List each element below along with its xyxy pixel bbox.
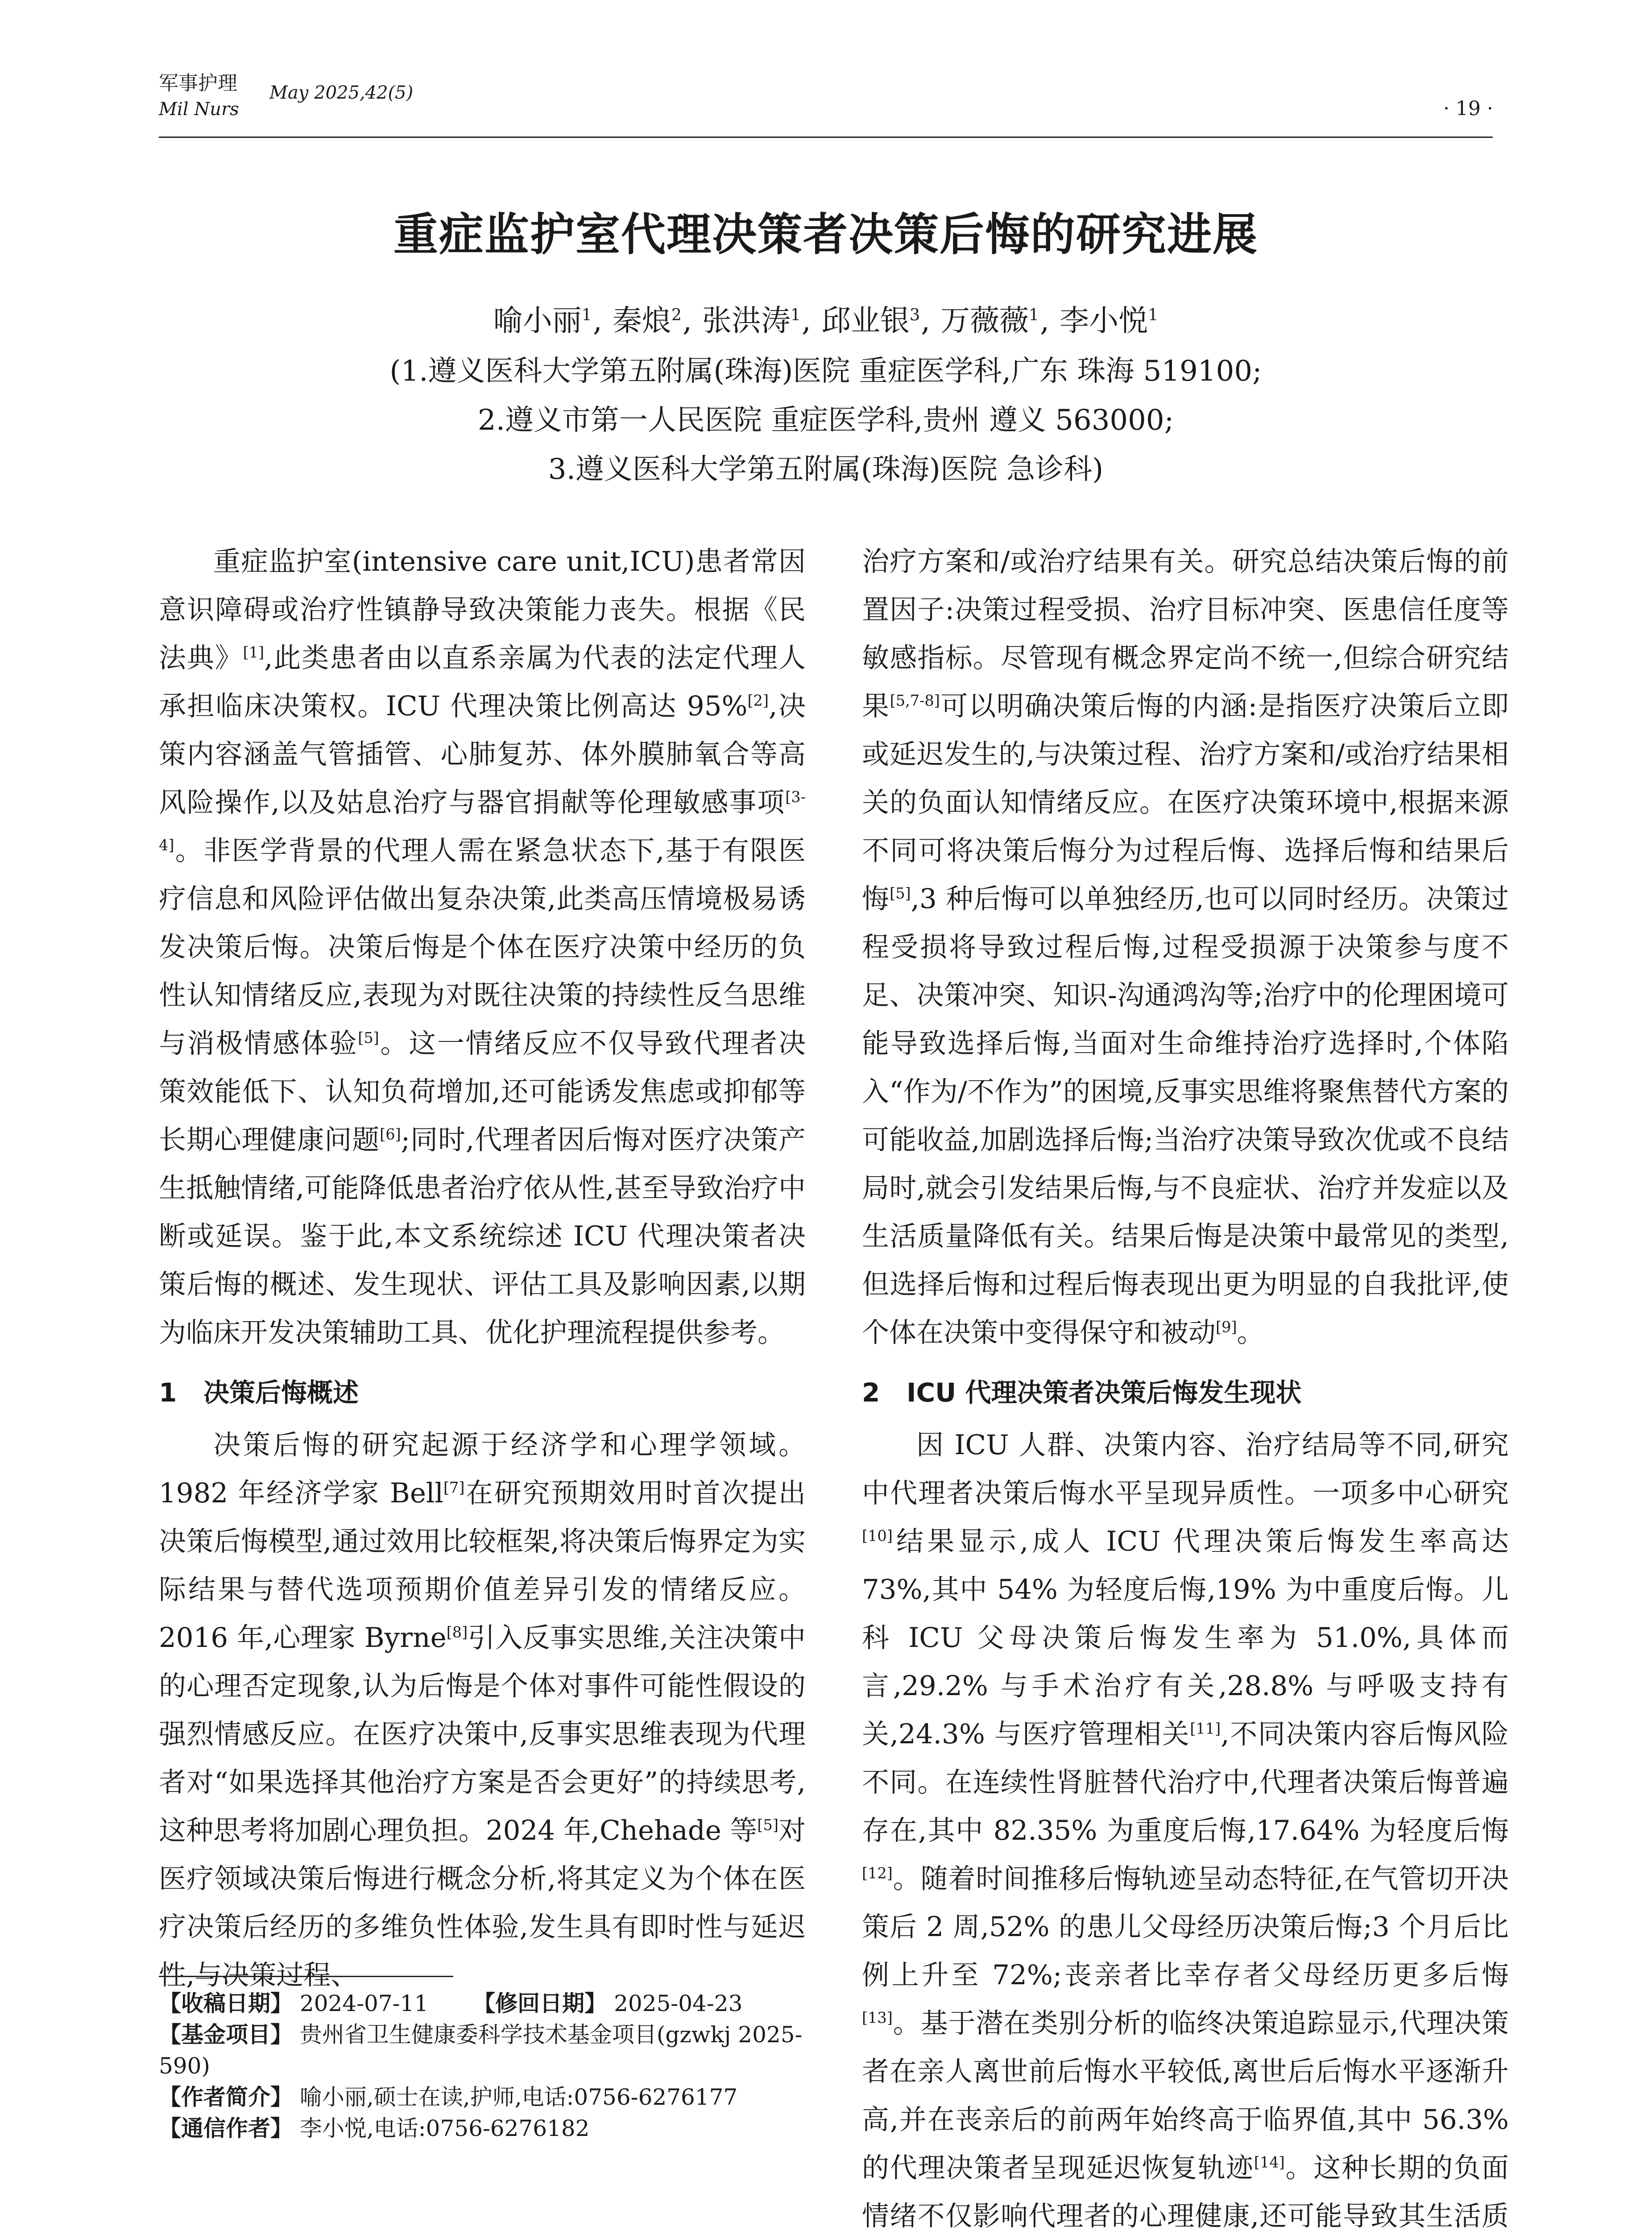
header-rule <box>159 137 1493 138</box>
section-number: 2 <box>862 1377 880 1408</box>
footnote-label: 【修回日期】 <box>473 1990 607 2016</box>
author-bio: 喻小丽,硕士在读,护师,电话:0756-6276177 <box>299 2084 738 2110</box>
body-paragraph: 因 ICU 人群、决策内容、治疗结局等不同,研究中代理者决策后悔水平呈现异质性。一项多中心研究[10]结果显示,成人 ICU 代理决策后悔发生率高达 73%,其中 54% 为轻度后悔,19% 为中重度后悔。儿科 ICU 父母决策后悔发生率为 51.0%,具体而言,29.2% 与手术治疗有关,28.8% 与呼吸支持有关,24.3% 与医疗管理相关[11],不同决策内容后悔风险不同。在连续性肾脏替代治疗中,代理者决策后悔普遍存在,其中 82.35% 为重度后悔,17.64% 为轻度后悔[12]。随着时间推移后悔轨迹呈动态特征,在气管切开决策后 2 周,52% 的患儿父母经历决策后悔;3 个月后比例上升至 72%;丧亲者比幸存者父母经历更多后悔[13]。基于潜在类别分析的临终决策追踪显示,代理决策者在亲人离世前后悔水平较低,离世后后悔水平逐渐升高,并在丧亲后的前两年始终高于临界值,其中 56.3% 的代理决策者呈现延迟恢复轨迹[14]。这种长期的负面情绪不仅影响代理者的心理健康,还可能导致其生活质 <box>862 1429 1509 2231</box>
author-affiliation-mark: 1 <box>581 305 592 324</box>
fund-text: 贵州省卫生健康委科学技术基金项目(gzwkj 2025-590) <box>159 2022 803 2079</box>
body-column-left <box>159 538 806 1999</box>
footnote-label: 【通信作者】 <box>159 2115 293 2141</box>
author-name: 邱业银 <box>821 303 910 338</box>
citation[interactable]: [8] <box>446 1623 468 1641</box>
journal-name-en: Mil Nurs <box>159 99 239 120</box>
author-affiliation-mark: 1 <box>1029 305 1039 324</box>
citation[interactable]: [5] <box>358 1029 379 1047</box>
page-number: · 19 · <box>1443 97 1493 120</box>
citation[interactable]: [5] <box>757 1816 778 1834</box>
footnote-dates <box>159 1988 806 2019</box>
revised-date: 2025-04-23 <box>614 1990 743 2016</box>
citation[interactable]: [13] <box>862 2009 893 2027</box>
footnote-author <box>159 2082 806 2113</box>
body-paragraph: 重症监护室(intensive care unit,ICU)患者常因意识障碍或治疗性镇静导致决策能力丧失。根据《民法典》[1],此类患者由以直系亲属为代表的法定代理人承担临床决策权。ICU 代理决策比例高达 95%[2],决策内容涵盖气管插管、心肺复苏、体外膜肺氧合等高风险操作,以及姑息治疗与器官捐献等伦理敏感事项[3-4]。非医学背景的代理人需在紧急状态下,基于有限医疗信息和风险评估做出复杂决策,此类高压情境极易诱发决策后悔。决策后悔是个体在医疗决策中经历的负性认知情绪反应,表现为对既往决策的持续性反刍思维与消极情感体验[5]。这一情绪反应不仅导致代理者决策效能低下、认知负荷增加,还可能诱发焦虑或抑郁等长期心理健康问题[6];同时,代理者因后悔对医疗决策产生抵触情绪,可能降低患者治疗依从性,甚至导致治疗中断或延误。鉴于此,本文系统综述 ICU 代理决策者决策后悔的概述、发生现状、评估工具及影响因素,以期为临床开发决策辅助工具、优化护理流程提供参考。 <box>159 546 806 1348</box>
author-affiliation-mark: 3 <box>909 305 920 324</box>
citation[interactable]: [3-4] <box>159 788 806 854</box>
section-title: 决策后悔概述 <box>203 1377 359 1408</box>
footnote-label: 【基金项目】 <box>159 2022 293 2048</box>
footnote-rule <box>159 1976 453 1977</box>
author-affiliation-mark: 2 <box>671 305 682 324</box>
footnote-fund <box>159 2019 806 2082</box>
affiliation-line: (1.遵义医科大学第五附属(珠海)医院 重症医学科,广东 珠海 519100; <box>389 355 1262 388</box>
body-paragraph: 治疗方案和/或治疗结果有关。研究总结决策后悔的前置因子:决策过程受损、治疗目标冲突、医患信任度等敏感指标。尽管现有概念界定尚不统一,但综合研究结果[5,7-8]可以明确决策后悔的内涵:是指医疗决策后立即或延迟发生的,与决策过程、治疗方案和/或治疗结果相关的负面认知情绪反应。在医疗决策环境中,根据来源不同可将决策后悔分为过程后悔、选择后悔和结果后悔[5],3 种后悔可以单独经历,也可以同时经历。决策过程受损将导致过程后悔,过程受损源于决策参与度不足、决策冲突、知识-沟通鸿沟等;治疗中的伦理困境可能导致选择后悔,当面对生命维持治疗选择时,个体陷入“作为/不作为”的困境,反事实思维将聚焦替代方案的可能收益,加剧选择后悔;当治疗决策导致次优或不良结局时,就会引发结果后悔,与不良症状、治疗并发症以及生活质量降低有关。结果后悔是决策中最常见的类型,但选择后悔和过程后悔表现出更为明显的自我批评,使个体在决策中变得保守和被动[9]。 <box>862 546 1509 1348</box>
author-name: 万薇薇 <box>940 303 1029 338</box>
author-list: 喻小丽$^1$, 秦烺$^2$, 张洪涛$^1$, 邱业银$^3$, 万薇薇$^1$, 李小悦$^1$ <box>493 303 1159 338</box>
citation[interactable]: [6] <box>380 1125 401 1143</box>
corresponding-author: 李小悦,电话:0756-6276182 <box>299 2115 590 2141</box>
journal-name-cn: 军事护理 <box>159 72 237 95</box>
section-title: ICU 代理决策者决策后悔发生现状 <box>907 1377 1302 1408</box>
citation[interactable]: [12] <box>862 1864 893 1882</box>
affiliation-line: 3.遵义医科大学第五附属(珠海)医院 急诊科) <box>548 453 1104 486</box>
received-date: 2024-07-11 <box>299 1990 429 2016</box>
citation[interactable]: [9] <box>1216 1318 1237 1336</box>
citation[interactable]: [5] <box>890 884 911 902</box>
section-heading <box>862 1370 1509 1415</box>
author-affiliation-mark: 1 <box>790 305 801 324</box>
journal-volume: May 2025,42(5) <box>269 83 414 103</box>
citation[interactable]: [7] <box>443 1479 465 1497</box>
footnote-label: 【收稿日期】 <box>159 1990 293 2016</box>
citation[interactable]: [14] <box>1254 2153 1285 2171</box>
section-number: 1 <box>159 1377 177 1408</box>
citation[interactable]: [1] <box>243 643 265 661</box>
body-paragraph: 决策后悔的研究起源于经济学和心理学领域。1982 年经济学家 Bell[7]在研究预期效用时首次提出决策后悔模型,通过效用比较框架,将决策后悔界定为实际结果与替代选项预期价值差异引发的情绪反应。2016 年,心理家 Byrne[8]引入反事实思维,关注决策中的心理否定现象,认为后悔是个体对事件可能性假设的强烈情感反应。在医疗决策中,反事实思维表现为代理者对“如果选择其他治疗方案是否会更好”的持续思考,这种思考将加剧心理负担。2024 年,Chehade 等[5]对医疗领域决策后悔进行概念分析,将其定义为个体在医疗决策后经历的多维负性体验,发生具有即时性与延迟性,与决策过程、 <box>159 1429 806 1991</box>
article-title: 重症监护室代理决策者决策后悔的研究进展 <box>393 208 1258 261</box>
footnote-label: 【作者简介】 <box>159 2084 293 2110</box>
footnote-corresponding <box>159 2113 806 2144</box>
citation[interactable]: [2] <box>747 692 769 709</box>
affiliation-line: 2.遵义市第一人民医院 重症医学科,贵州 遵义 563000; <box>477 404 1174 437</box>
body-column-right <box>862 538 1509 2231</box>
author-name: 张洪涛 <box>702 303 791 338</box>
author-name: 李小悦 <box>1060 303 1148 338</box>
citation[interactable]: [5,7-8] <box>890 692 940 709</box>
section-heading <box>159 1370 806 1415</box>
citation[interactable]: [10] <box>862 1527 893 1545</box>
author-name: 秦烺 <box>612 303 671 338</box>
author-name: 喻小丽 <box>493 303 582 338</box>
author-affiliation-mark: 1 <box>1148 305 1159 324</box>
citation[interactable]: [11] <box>1190 1720 1221 1738</box>
